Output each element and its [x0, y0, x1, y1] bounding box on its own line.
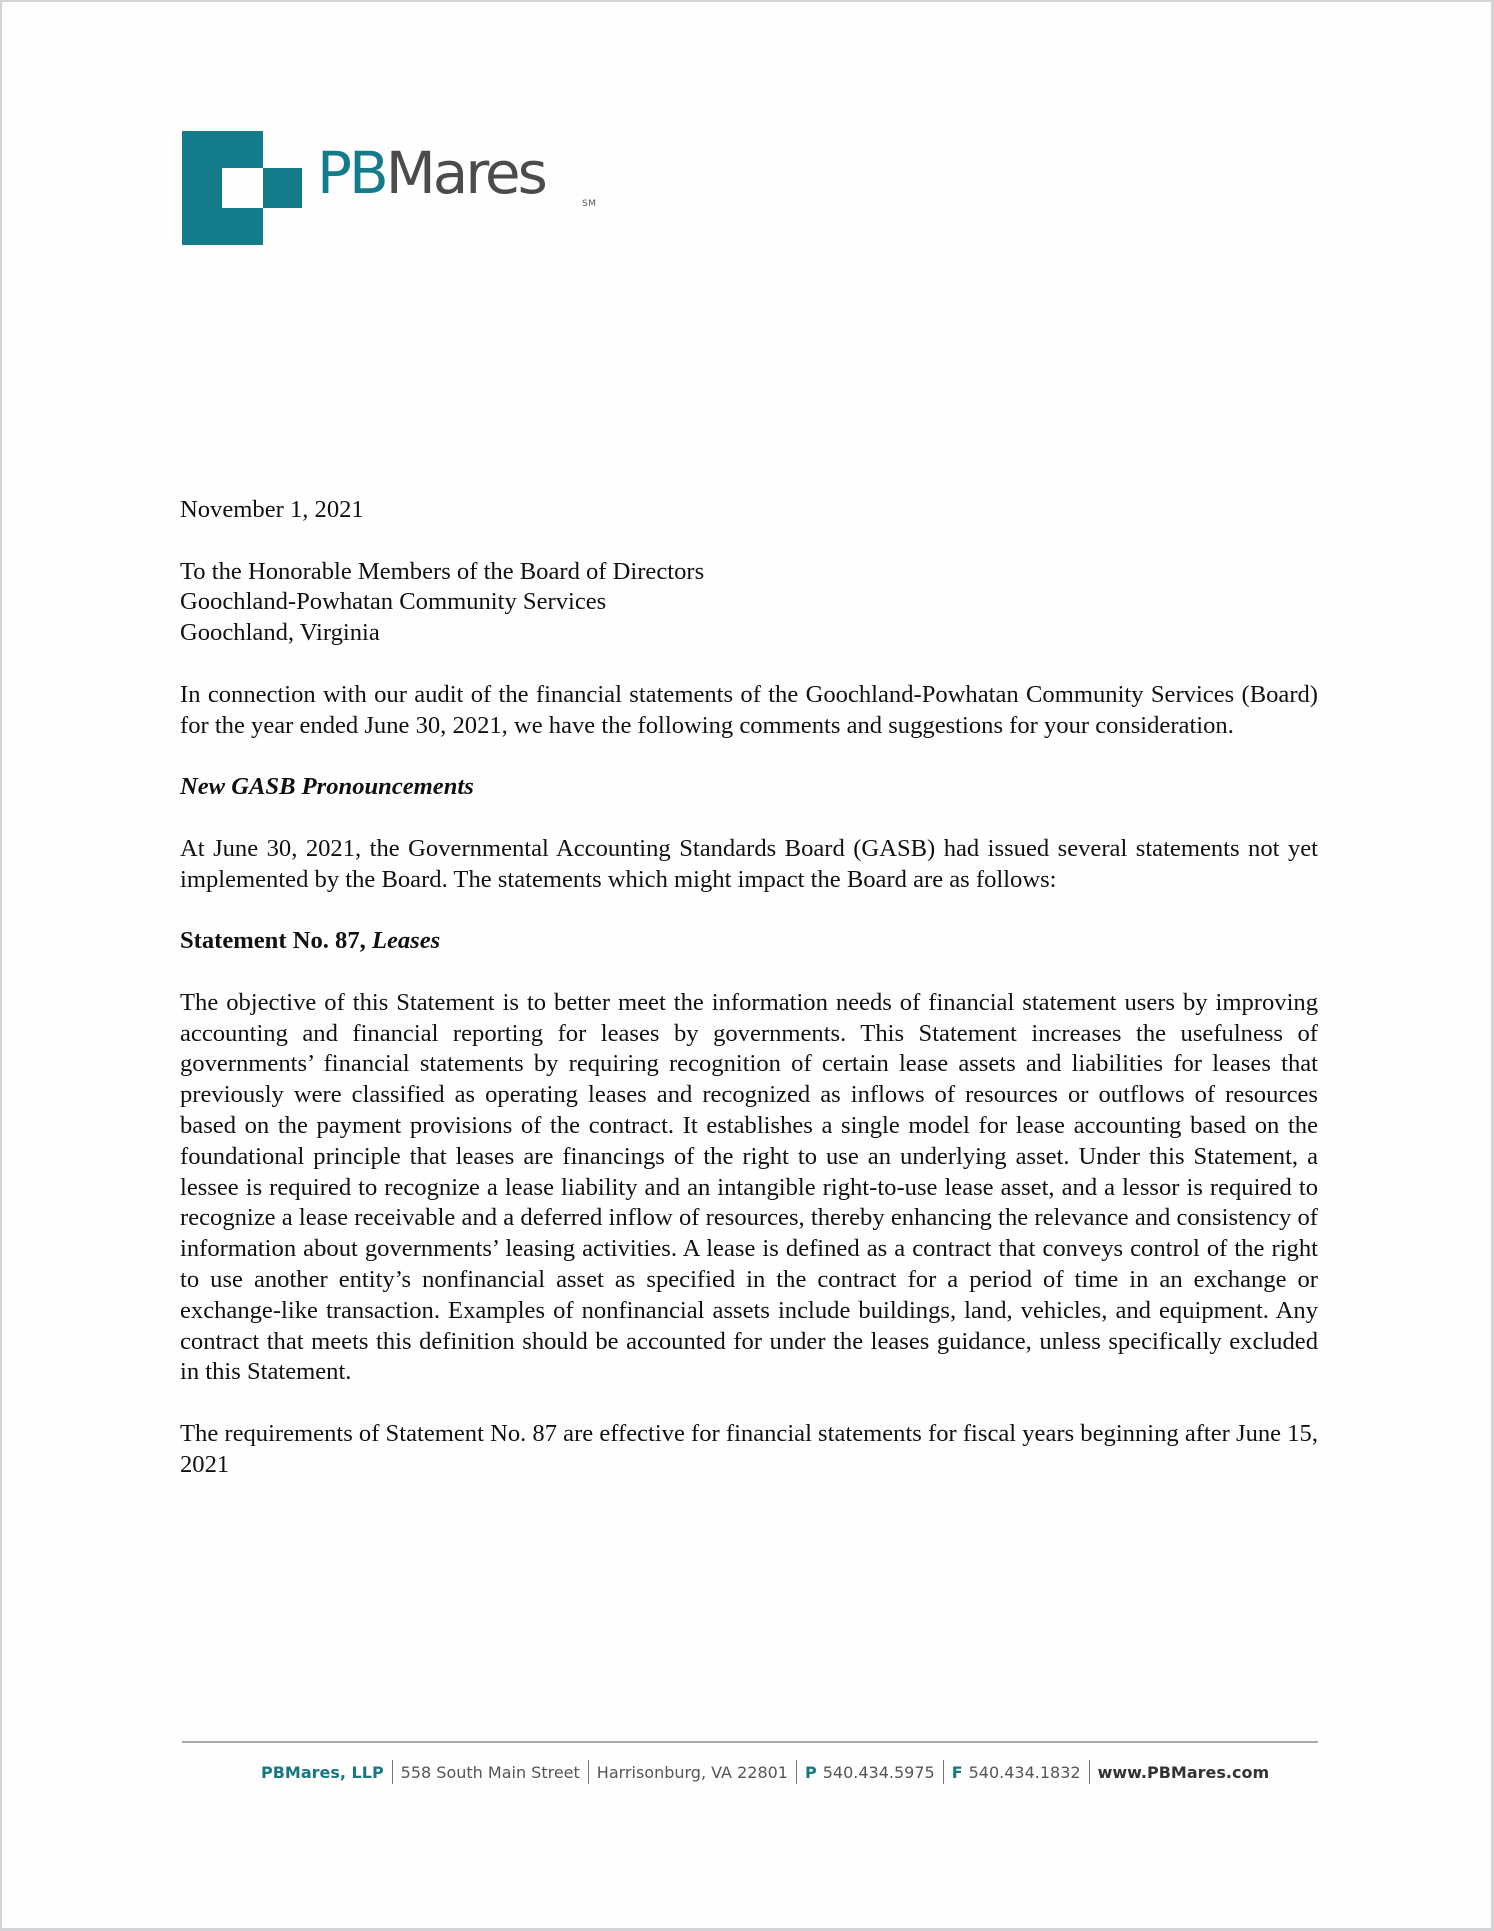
- section-intro-paragraph: At June 30, 2021, the Governmental Accounting Standards Board (GASB) had issued several statements not yet implemented by the Board. The statements which might impact the Board are as follows:: [180, 834, 1318, 893]
- logo-mark-cutout: [222, 168, 263, 208]
- footer-city: Harrisonburg, VA 22801: [596, 1762, 788, 1782]
- recipient-line: Goochland, Virginia: [180, 619, 380, 647]
- footer-fax-label: F: [951, 1762, 963, 1782]
- footer-separator: [1089, 1760, 1090, 1784]
- statement-heading: [180, 926, 1318, 957]
- intro-paragraph: In connection with our audit of the financial statements of the Goochland-Powhatan Community Services (Board) for the year ended June 30, 2021, we have the following comments and suggestions for your consideration.: [180, 680, 1318, 739]
- footer-company: PBMares, LLP: [261, 1762, 384, 1782]
- footer-separator: [392, 1760, 393, 1784]
- logo-wordmark: [317, 139, 545, 207]
- footer-website-link[interactable]: www.PBMares.com: [1097, 1762, 1270, 1782]
- footer-separator: [796, 1760, 797, 1784]
- service-mark: SM: [582, 199, 597, 209]
- statement-heading-number: Statement No. 87,: [180, 927, 372, 955]
- recipient-line: To the Honorable Members of the Board of Directors: [180, 557, 705, 585]
- footer-street: 558 South Main Street: [400, 1762, 580, 1782]
- footer-fax: 540.434.1832: [968, 1762, 1081, 1782]
- logo-wordmark-mares: Mares: [385, 139, 545, 207]
- recipient-line: Goochland-Powhatan Community Services: [180, 588, 607, 616]
- footer-separator: [943, 1760, 944, 1784]
- footer-phone: 540.434.5975: [822, 1762, 935, 1782]
- logo-mark-square: [263, 168, 302, 208]
- pbmares-logo: [182, 131, 622, 247]
- recipient-address: [180, 557, 1318, 649]
- footer-phone-label: P: [804, 1762, 817, 1782]
- letter-date: November 1, 2021: [180, 496, 364, 523]
- letter-body: [180, 495, 1318, 1511]
- logo-wordmark-pb: PB: [317, 139, 386, 207]
- letterhead-footer: [261, 1760, 1269, 1784]
- statement-body-paragraph: The objective of this Statement is to better meet the information needs of financial statement users by improving accounting and financial reporting for leases by governments. This Statement increases the usefulness of governments’ financial statements by requiring recognition of certain lease assets and liabilities for leases that previously were classified as operating leases and recognized as inflows of resources or outflows of resources based on the payment provisions of the contract. It establishes a single model for lease accounting based on the foundational principle that leases are financings of the right to use an underlying asset. Under this Statement, a lessee is required to recognize a lease liability and an intangible right-to-use lease asset, and a lessor is required to recognize a lease receivable and a deferred inflow of resources, thereby enhancing the relevance and consistency of information about governments’ leasing activities. A lease is defined as a contract that conveys control of the right to use another entity’s nonfinancial asset as specified in the contract for a period of time in an exchange or exchange-like transaction. Examples of nonfinancial assets include buildings, land, vehicles, and equipment. Any contract that meets this definition should be accounted for under the leases guidance, unless specifically excluded in this Statement.: [180, 988, 1318, 1386]
- section-heading: New GASB Pronouncements: [180, 773, 474, 801]
- logo-mark-icon: [182, 131, 303, 245]
- footer-separator: [588, 1760, 589, 1784]
- statement-heading-title: Leases: [371, 927, 441, 955]
- effective-date-paragraph: The requirements of Statement No. 87 are effective for financial statements for fiscal years beginning after June 15, 2021: [180, 1419, 1318, 1478]
- footer-divider: [182, 1741, 1318, 1743]
